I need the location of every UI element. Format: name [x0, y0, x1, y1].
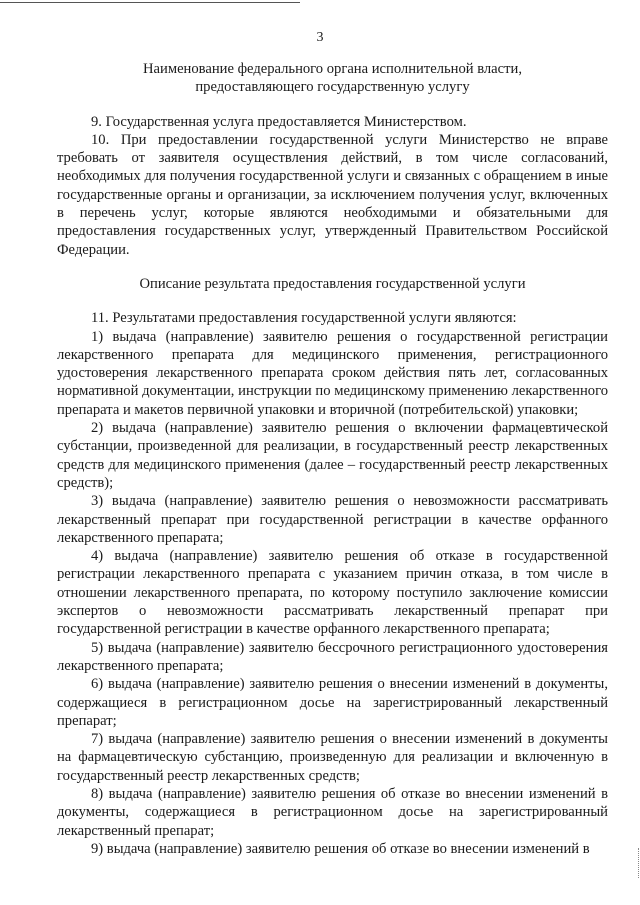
page-number: 3: [316, 30, 324, 45]
list-item-8: 8) выдача (направление) заявителю решения об отказе во внесении изменений в документы, содержащиеся в регистрационном досье на зарегистрированный лекарственный препарат;: [57, 785, 608, 839]
list-item-9: 9) выдача (направление) заявителю решения об отказе во внесении изменений в: [91, 840, 590, 857]
list-item-6: 6) выдача (направление) заявителю решения о внесении изменений в документы, содержащиеся в регистрационном досье на зарегистрированный лекарственный препарат;: [57, 676, 608, 729]
agency-heading: [57, 60, 608, 97]
list-item-1: 1) выдача (направление) заявителю решения о государственной регистрации лекарственного препарата для медицинского применения, регистрационного удостоверения лекарственного препарата сроком действия пять лет, согласованных нормативной документации, инструкции по медицинскому применению лекарственного препарата и макетов первичной упаковки и вторичной (потребительской) упаковки;: [57, 328, 608, 418]
list-item-3: 3) выдача (направление) заявителю решения о невозможности рассматривать лекарственный препарат при государственной регистрации в качестве орфанного лекарственного препарата;: [57, 493, 608, 546]
document-body: [57, 60, 608, 858]
list-item-5: 5) выдача (направление) заявителю бессрочного регистрационного удостоверения лекарственного препарата;: [57, 639, 608, 674]
section-title: Описание результата предоставления государственной услуги: [139, 275, 526, 292]
paragraph-9: 9. Государственная услуга предоставляется Министерством.: [91, 113, 467, 130]
paragraph-11: 11. Результатами предоставления государственной услуги являются:: [91, 310, 517, 327]
list-item-2: 2) выдача (направление) заявителю решения о включении фармацевтической субстанции, произведенной для реализации, в государственный реестр лекарственных средств для медицинского применения (далее – государственный реестр лекарственных средств);: [57, 420, 608, 491]
paragraph-10: 10. При предоставлении государственной услуги Министерство не вправе требовать от заявителя осуществления действий, в том числе согласований, необходимых для получения государственной услуги и связанных с обращением в иные государственные органы и организации, за исключением получения услуг, включенных в перечень услуг, которые являются необходимыми и обязательными для предоставления государственных услуг, утвержденный Правительством Российской Федерации.: [57, 131, 608, 258]
list-item-4: 4) выдача (направление) заявителю решения об отказе в государственной регистрации лекарственного препарата с указанием причин отказа, в том числе в отношении лекарственного препарата, по которому поступило заключение комиссии экспертов о невозможности рассматривать лекарственный препарат при государственной регистрации в качестве орфанного лекарственного препарата;: [57, 548, 608, 638]
list-item-7: 7) выдача (направление) заявителю решения о внесении изменений в документы на фармацевтическую субстанцию, произведенную для реализации и включенную в государственный реестр лекарственных средств;: [57, 731, 608, 784]
agency-heading-line-1: Наименование федерального органа исполнительной власти,: [143, 61, 522, 77]
scan-edge-mark: [636, 848, 639, 878]
top-rule: [0, 2, 300, 3]
agency-heading-line-2: предоставляющего государственную услугу: [195, 79, 470, 96]
